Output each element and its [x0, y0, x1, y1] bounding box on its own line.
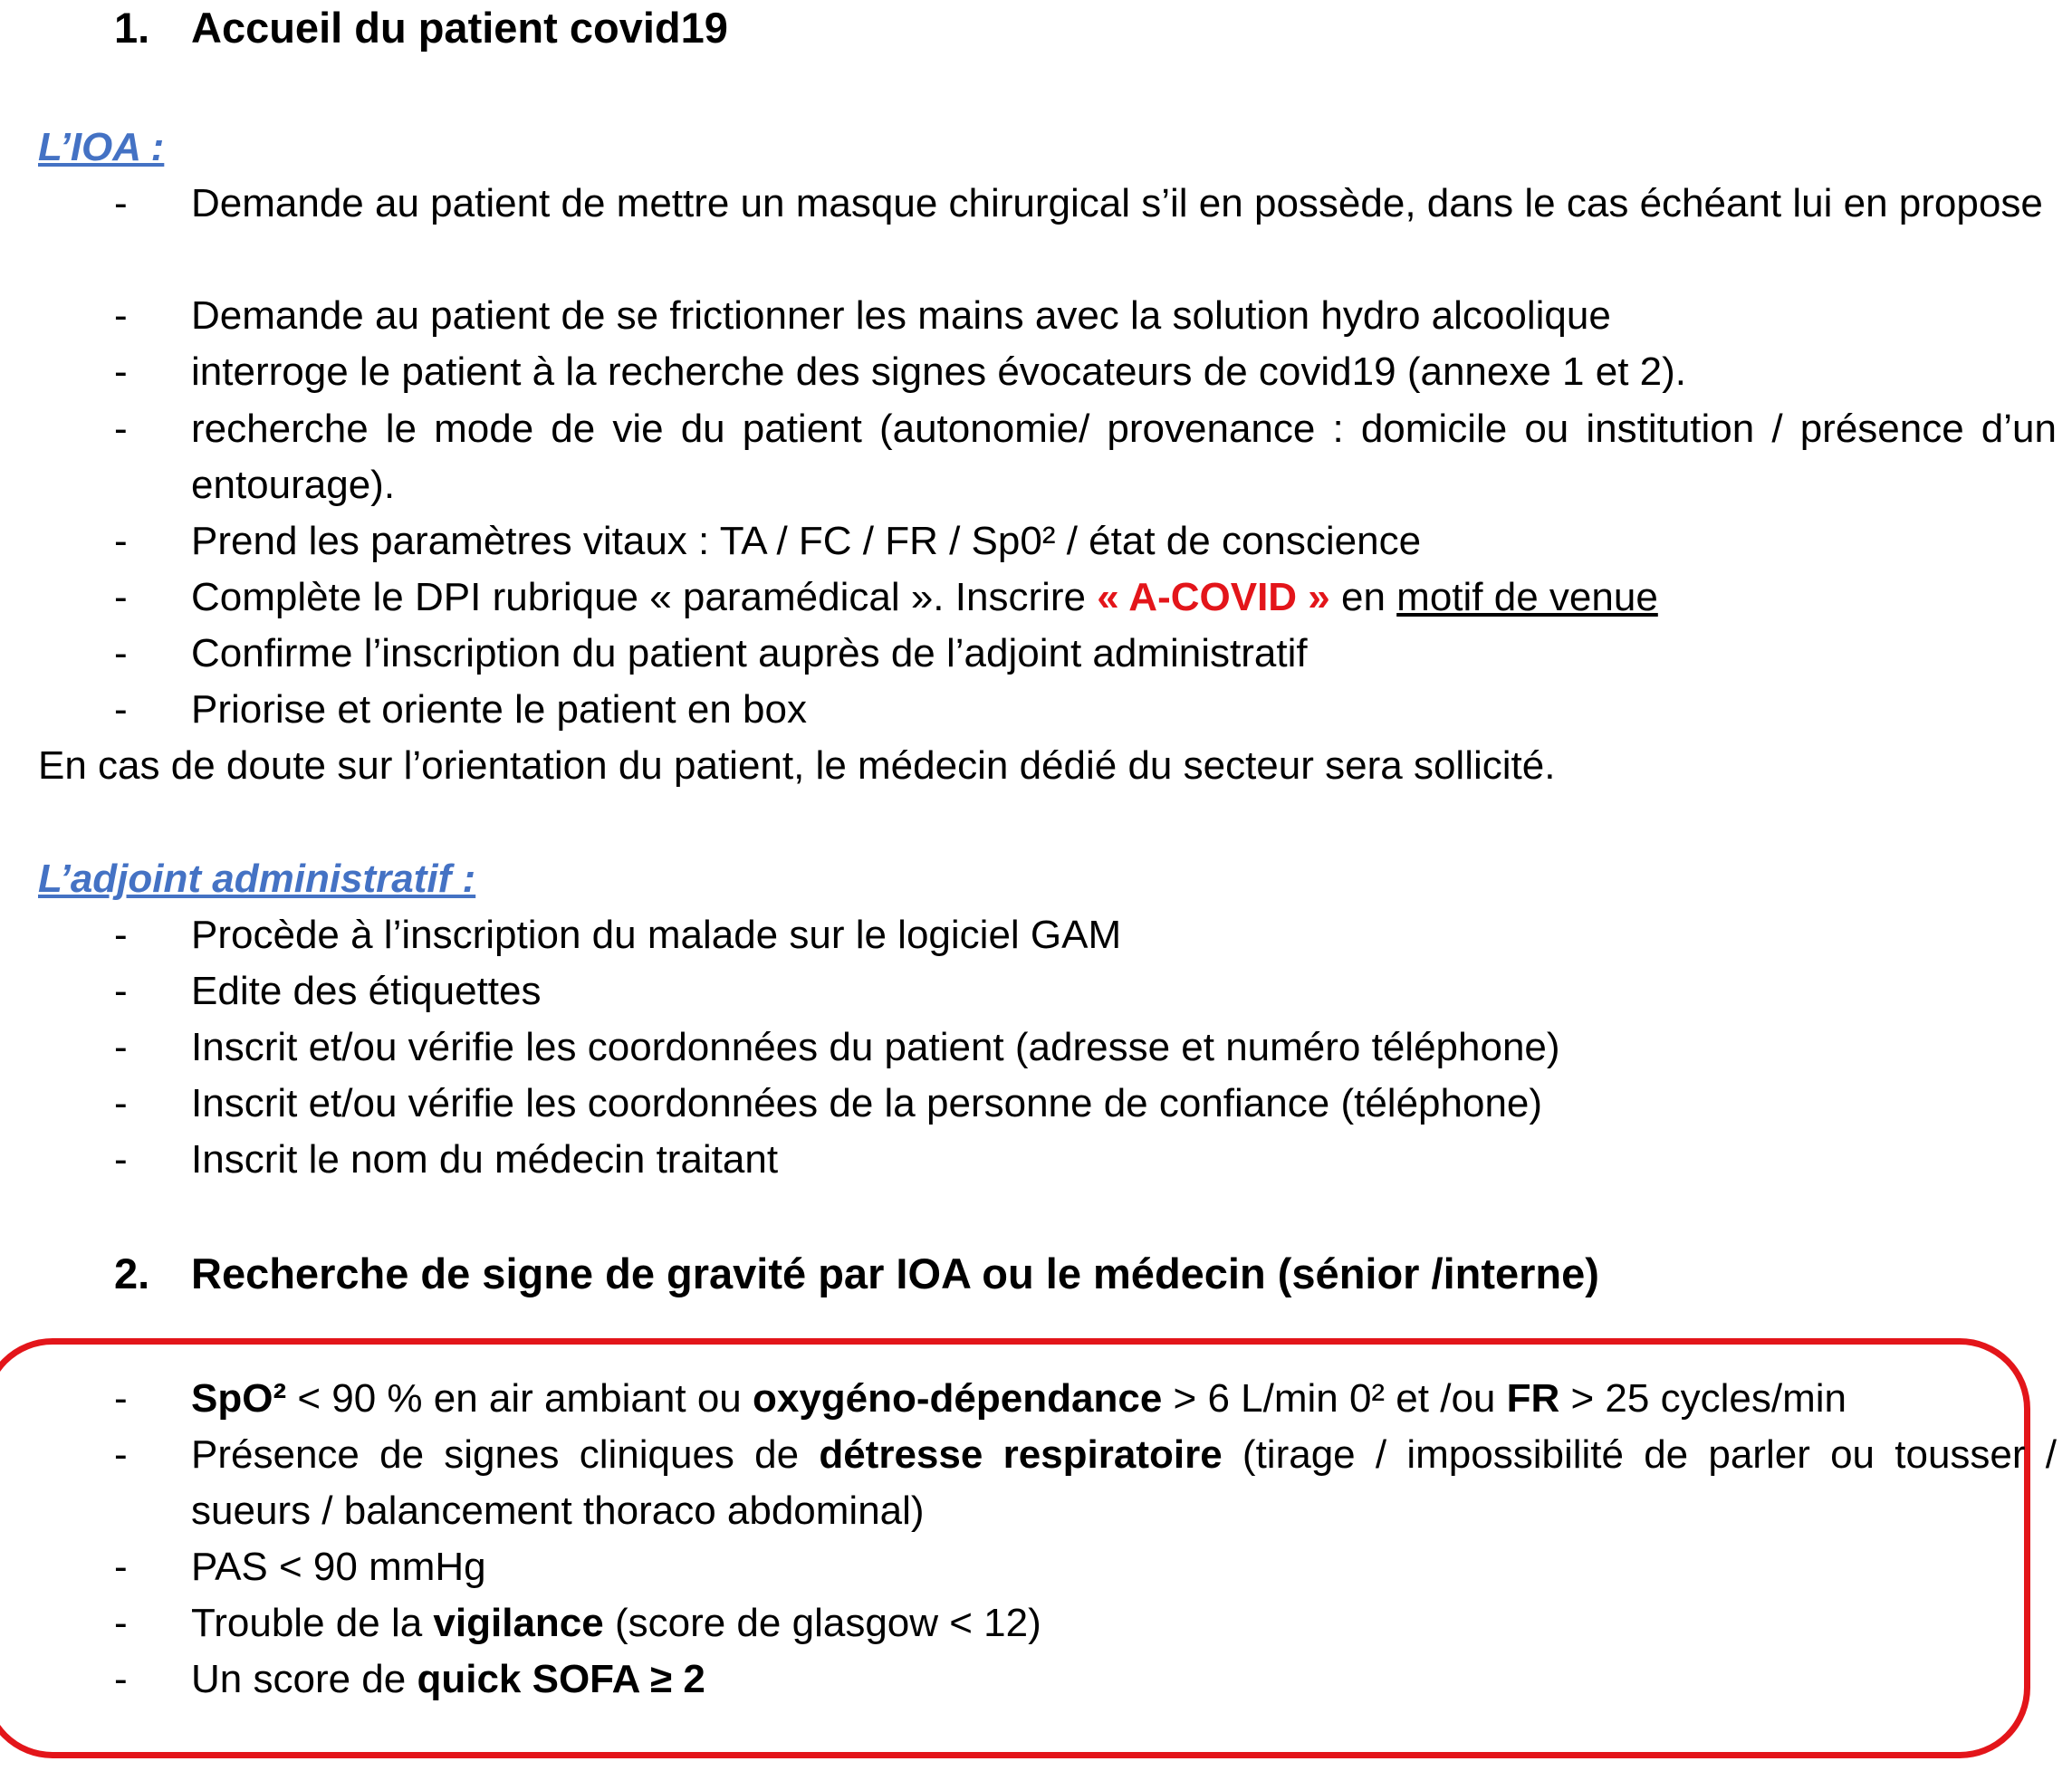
bullet-dash: -	[114, 575, 128, 619]
vigilance-intro: Trouble de la	[191, 1601, 434, 1645]
list-item-text: PAS < 90 mmHg	[191, 1545, 486, 1589]
bullet-dash: -	[114, 969, 128, 1013]
list-item-text: Inscrit et/ou vérifie les coordonnées de la personne de confiance (téléphone)	[191, 1081, 1543, 1125]
list-item-text: Prend les paramètres vitaux : TA / FC / FR / Sp0² / état de conscience	[191, 519, 1422, 563]
oxygen-text: > 6 L/min 0² et /ou	[1162, 1376, 1507, 1421]
list-item-text: Confirme l’inscription du patient auprès de l’adjoint administratif	[191, 631, 1308, 675]
bullet-dash: -	[114, 407, 128, 451]
section-1-title: Accueil du patient covid19	[191, 4, 728, 52]
list-item-text: Demande au patient de mettre un masque chirurgical s’il en possède, dans le cas échéant lui en propose	[191, 181, 2043, 225]
adjoint-subtitle: L’adjoint administratif :	[38, 857, 476, 901]
oxygen-term: oxygéno-dépendance	[752, 1376, 1163, 1421]
list-item-text	[191, 1371, 2057, 1427]
bullet-dash: -	[114, 1432, 128, 1477]
ioa-note: En cas de doute sur l’orientation du patient, le médecin dédié du secteur sera sollicité.	[38, 743, 1556, 788]
bullet-dash: -	[114, 1025, 128, 1069]
sofa-intro: Un score de	[191, 1657, 417, 1701]
detresse-term: détresse respiratoire	[819, 1432, 1223, 1477]
dpi-connector: en	[1329, 575, 1397, 619]
bullet-dash: -	[114, 1545, 128, 1589]
section-2-number: 2.	[114, 1249, 150, 1297]
spo2-text: < 90 % en air ambiant ou	[286, 1376, 753, 1421]
bullet-dash: -	[114, 913, 128, 957]
bullet-dash: -	[114, 519, 128, 563]
bullet-dash: -	[114, 181, 128, 225]
section-1-number: 1.	[114, 4, 150, 52]
list-item-text: Inscrit et/ou vérifie les coordonnées du patient (adresse et numéro téléphone)	[191, 1025, 1560, 1069]
dpi-text: Complète le DPI rubrique « paramédical ». Inscrire	[191, 575, 1098, 619]
vigilance-term: vigilance	[433, 1601, 604, 1645]
list-item-text: Edite des étiquettes	[191, 969, 542, 1013]
section-2-heading	[114, 1246, 1599, 1302]
list-item-text: Inscrit le nom du médecin traitant	[191, 1137, 779, 1182]
list-item-text	[191, 1427, 2057, 1539]
bullet-dash: -	[114, 349, 128, 394]
detresse-details: (tirage / impossibilité de parler ou tousser / sueurs / balancement thoraco abdominal)	[191, 1432, 2058, 1533]
detresse-intro: Présence de signes cliniques de	[191, 1432, 820, 1477]
bullet-dash: -	[114, 1376, 128, 1421]
bullet-dash: -	[114, 687, 128, 732]
motif-de-venue: motif de venue	[1396, 575, 1658, 619]
list-item-text: interroge le patient à la recherche des signes évocateurs de covid19 (annexe 1 et 2).	[191, 349, 1687, 394]
bullet-dash: -	[114, 1081, 128, 1125]
ioa-subtitle: L’IOA :	[38, 125, 165, 169]
bullet-dash: -	[114, 1657, 128, 1701]
section-1-heading	[114, 0, 728, 56]
list-item-text	[191, 570, 2057, 626]
list-item-text: Procède à l’inscription du malade sur le logiciel GAM	[191, 913, 1122, 957]
section-2-title: Recherche de signe de gravité par IOA ou le médecin (sénior /interne)	[191, 1249, 1599, 1297]
list-item-text: Demande au patient de se frictionner les mains avec la solution hydro alcoolique	[191, 293, 1611, 338]
list-item-text	[191, 1651, 2057, 1708]
bullet-dash: -	[114, 631, 128, 675]
bullet-dash: -	[114, 293, 128, 338]
list-item-text: Priorise et oriente le patient en box	[191, 687, 807, 732]
list-item-text	[191, 1595, 2057, 1651]
list-item-text: recherche le mode de vie du patient (autonomie/ provenance : domicile ou institution / présence d’un entourage).	[191, 407, 2057, 507]
vigilance-details: (score de glasgow < 12)	[603, 1601, 1041, 1645]
a-covid-highlight: « A-COVID »	[1097, 575, 1330, 619]
fr-term: FR	[1506, 1376, 1560, 1421]
fr-text: > 25 cycles/min	[1559, 1376, 1847, 1421]
bullet-dash: -	[114, 1137, 128, 1182]
spo2-term: SpO²	[191, 1376, 287, 1421]
bullet-dash: -	[114, 1601, 128, 1645]
sofa-term: quick SOFA ≥ 2	[417, 1657, 705, 1701]
